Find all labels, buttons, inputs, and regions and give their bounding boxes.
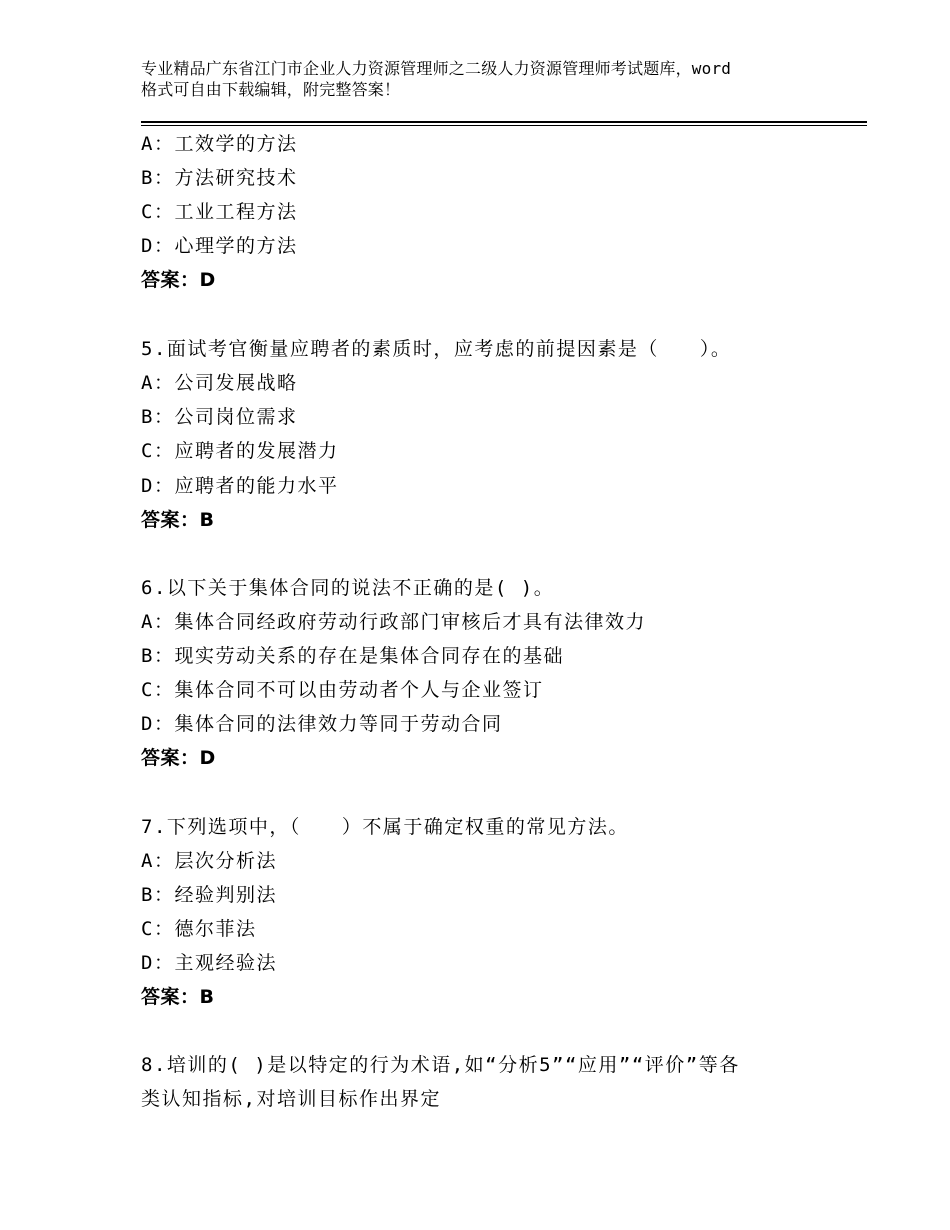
q6-answer: 答案：D (141, 747, 216, 769)
q7-question: 7.下列选项中，（ ）不属于确定权重的常见方法。 (141, 816, 629, 838)
q7-option-b: B：经验判别法 (141, 884, 277, 906)
q6-option-a: A：集体合同经政府劳动行政部门审核后才具有法律效力 (141, 611, 646, 633)
q6-option-b: B：现实劳动关系的存在是集体合同存在的基础 (141, 645, 564, 667)
q8-question-line-1: 8.培训的( )是以特定的行为术语,如“分析5”“应用”“评价”等各 (141, 1054, 740, 1076)
q5-option-a: A：公司发展战略 (141, 372, 298, 394)
q6-option-c: C：集体合同不可以由劳动者个人与企业签订 (141, 679, 544, 701)
q6-option-d: D：集体合同的法律效力等同于劳动合同 (141, 713, 503, 735)
header-title-line-2: 格式可自由下载编辑，附完整答案！ (141, 80, 401, 99)
q4-answer: 答案：D (141, 269, 216, 291)
q4-option-c: C：工业工程方法 (141, 201, 298, 223)
q5-question: 5.面试考官衡量应聘者的素质时，应考虑的前提因素是（ ）。 (141, 338, 732, 360)
document-header (141, 58, 841, 100)
q8-question-line-2: 类认知指标,对培训目标作出界定 (141, 1088, 441, 1110)
q7-answer: 答案：B (141, 986, 215, 1008)
q5-answer: 答案：B (141, 509, 215, 531)
header-divider-thin (141, 125, 867, 126)
q7-option-a: A：层次分析法 (141, 850, 277, 872)
header-divider-thick (141, 121, 867, 123)
q5-option-d: D：应聘者的能力水平 (141, 475, 339, 497)
q5-option-c: C：应聘者的发展潜力 (141, 440, 339, 462)
q6-question: 6.以下关于集体合同的说法不正确的是( )。 (141, 577, 555, 599)
q7-option-c: C：德尔菲法 (141, 918, 257, 940)
header-title-line-1: 专业精品广东省江门市企业人力资源管理师之二级人力资源管理师考试题库，word (141, 59, 732, 78)
q7-option-d: D：主观经验法 (141, 952, 277, 974)
q4-option-a: A：工效学的方法 (141, 133, 298, 155)
q5-option-b: B：公司岗位需求 (141, 406, 298, 428)
q4-option-d: D：心理学的方法 (141, 235, 298, 257)
q4-option-b: B：方法研究技术 (141, 167, 298, 189)
